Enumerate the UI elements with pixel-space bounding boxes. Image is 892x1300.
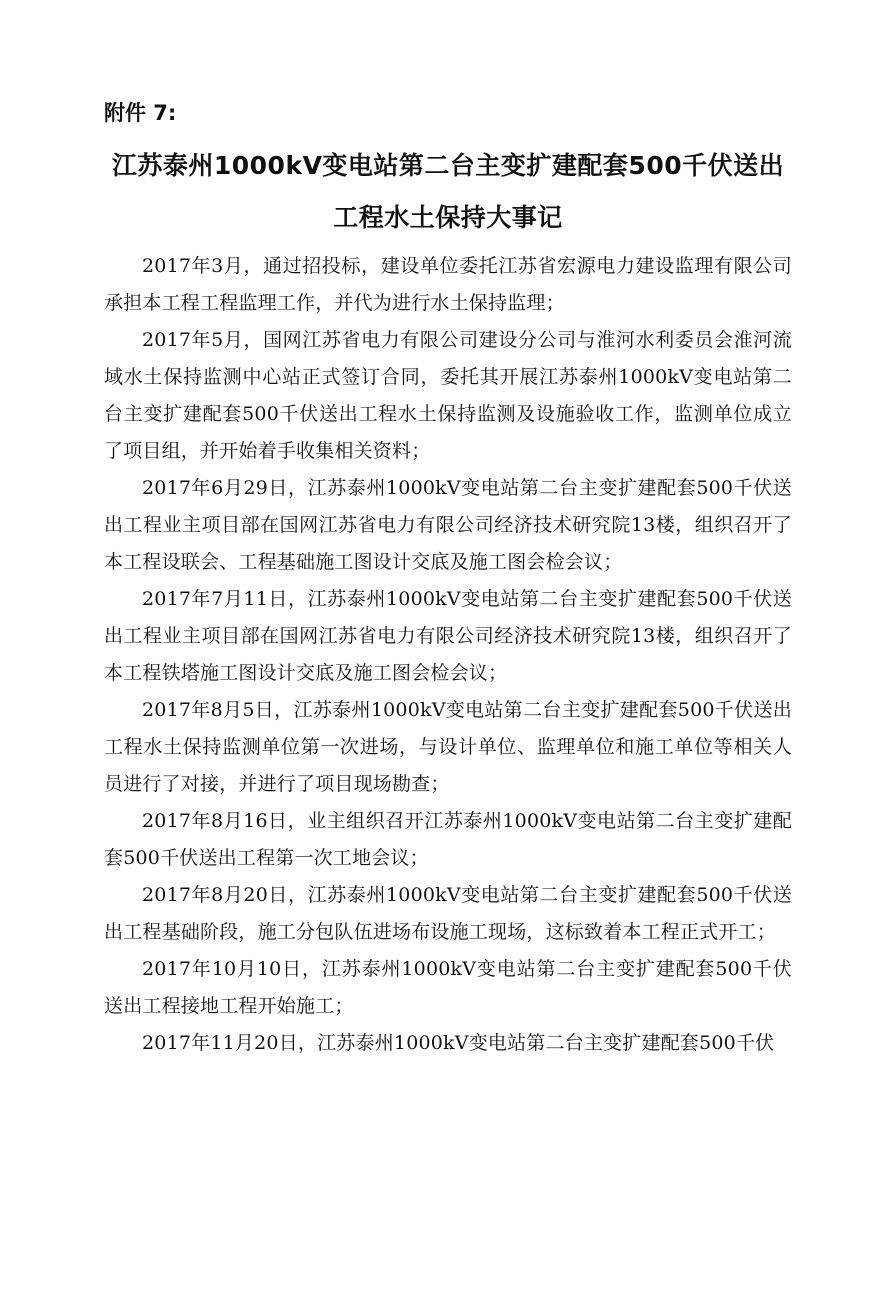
- event-list: [104, 248, 792, 1062]
- event-paragraph: 2017年3月，通过招投标，建设单位委托江苏省宏源电力建设监理有限公司承担本工程工程监理工作，并代为进行水土保持监理；: [104, 255, 792, 314]
- document-title-line-2: 工程水土保持大事记: [333, 203, 563, 232]
- document-title: [96, 140, 800, 244]
- event-paragraph: 2017年8月5日，江苏泰州1000kV变电站第二台主变扩建配套500千伏送出工程水土保持监测单位第一次进场，与设计单位、监理单位和施工单位等相关人员进行了对接，并进行了项目现场勘查；: [104, 699, 792, 795]
- event-paragraph: 2017年5月，国网江苏省电力有限公司建设分公司与淮河水利委员会淮河流域水土保持监测中心站正式签订合同，委托其开展江苏泰州1000kV变电站第二台主变扩建配套500千伏送出工程水土保持监测及设施验收工作，监测单位成立了项目组，并开始着手收集相关资料；: [104, 329, 792, 462]
- event-paragraph: 2017年8月20日，江苏泰州1000kV变电站第二台主变扩建配套500千伏送出工程基础阶段，施工分包队伍进场布设施工现场，这标致着本工程正式开工；: [104, 884, 792, 943]
- event-paragraph: 2017年6月29日，江苏泰州1000kV变电站第二台主变扩建配套500千伏送出工程业主项目部在国网江苏省电力有限公司经济技术研究院13楼，组织召开了本工程设联会、工程基础施工图设计交底及施工图会检会议；: [104, 477, 792, 573]
- attachment-label: 附件 7:: [104, 101, 177, 125]
- document-title-line-1: 江苏泰州1000kV变电站第二台主变扩建配套500千伏送出: [111, 151, 785, 180]
- event-paragraph: 2017年8月16日，业主组织召开江苏泰州1000kV变电站第二台主变扩建配套500千伏送出工程第一次工地会议；: [104, 810, 792, 869]
- event-paragraph: 2017年11月20日，江苏泰州1000kV变电站第二台主变扩建配套500千伏: [142, 1032, 775, 1054]
- event-paragraph: 2017年10月10日，江苏泰州1000kV变电站第二台主变扩建配套500千伏送出工程接地工程开始施工；: [104, 958, 792, 1017]
- event-paragraph: 2017年7月11日，江苏泰州1000kV变电站第二台主变扩建配套500千伏送出工程业主项目部在国网江苏省电力有限公司经济技术研究院13楼，组织召开了本工程铁塔施工图设计交底及施工图会检会议；: [104, 588, 792, 684]
